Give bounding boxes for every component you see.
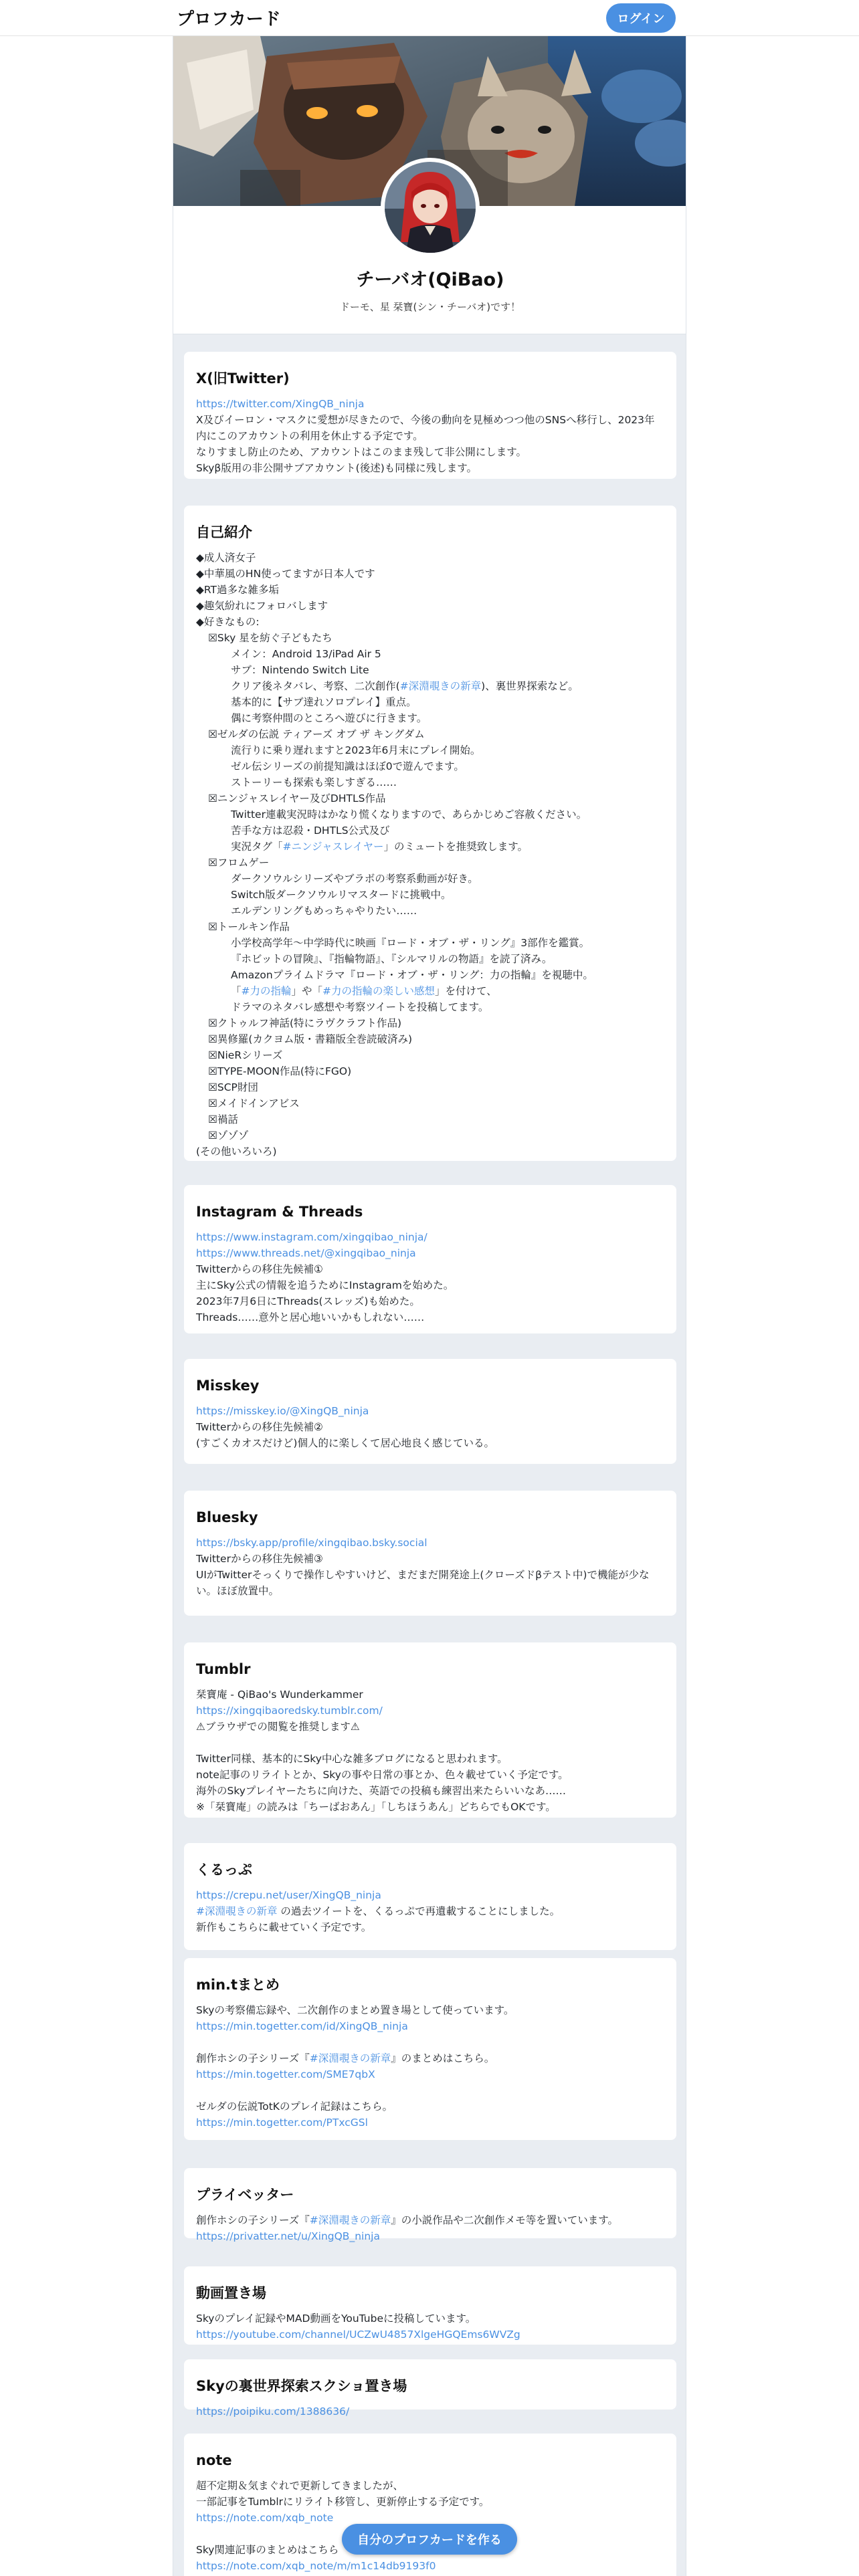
section-line: 超不定期＆気まぐれで更新してきましたが、	[196, 2480, 404, 2492]
external-link[interactable]: https://poipiku.com/1388636/	[196, 2405, 350, 2418]
external-link[interactable]: https://xingqibaoredsky.tumblr.com/	[196, 1705, 383, 1717]
brand-title[interactable]: プロフカード	[177, 9, 281, 29]
line-text: クリア後ネタバレ、考察、二次創作(	[231, 680, 400, 692]
section-title: X(旧Twitter)	[196, 370, 290, 387]
section-line: ☒SCP財団	[208, 1081, 258, 1093]
section-title: Tumblr	[196, 1661, 251, 1677]
section-line: ☒メイドインアビス	[208, 1097, 300, 1109]
section-card-8	[184, 2168, 676, 2242]
section-card-instagram-threads	[184, 1185, 676, 1333]
section-title: Misskey	[196, 1378, 260, 1394]
external-link[interactable]: https://privatter.net/u/XingQB_ninja	[196, 2230, 380, 2242]
section-line: ☒Sky 星を紡ぐ子どもたち	[208, 632, 332, 644]
external-link[interactable]: https://www.threads.net/@xingqibao_ninja	[196, 1247, 416, 1259]
external-link[interactable]: https://note.com/xqb_note	[196, 2512, 334, 2524]
section-line: ドラマのネタバレ感想や考察ツイートを投稿してます。	[231, 1001, 489, 1013]
section-line: UIがTwitterそっくりで操作しやすいけど、まだまだ開発途上(クローズドβテスト中)で機能が少な	[196, 1569, 650, 1581]
section-title: 自己紹介	[196, 524, 252, 540]
blank-line	[196, 2034, 664, 2050]
section-line: ☒NieRシリーズ	[208, 1049, 283, 1061]
section-line: Skyの考察備忘録や、二次創作のまとめ置き場として使っています。	[196, 2004, 514, 2016]
top-bar	[0, 0, 859, 36]
profile-bio: ドーモ、星 栞寶(シン・チーバオ)です！	[339, 301, 521, 313]
hashtag-link[interactable]: #ニンジャスレイヤー	[282, 841, 384, 853]
section-line: エルデンリングもめっちゃやりたい……	[231, 905, 417, 917]
section-card-misskey	[184, 1359, 676, 1464]
external-link[interactable]: https://bsky.app/profile/xingqibao.bsky.social	[196, 1537, 427, 1549]
line-text: 創作ホシの子シリーズ『	[196, 2052, 310, 2064]
hashtag-link[interactable]: #力の指輪	[241, 985, 292, 997]
section-title: Bluesky	[196, 1509, 258, 1525]
profile-name: チーバオ(QiBao)	[356, 270, 504, 290]
section-line: ☒フロムゲー	[208, 857, 270, 869]
section-line: X及びイーロン・マスクに愛想が尽きたので、今後の動向を見極めつつ他のSNSへ移行し、2023年	[196, 414, 655, 426]
section-line: なりすまし防止のため、アカウントはこのまま残して非公開にします。	[196, 446, 527, 458]
section-line: note記事のリライトとか、Skyの事や日常の事とか、色々載せていく予定です。	[196, 1769, 569, 1781]
section-card-1	[184, 506, 676, 1161]
line-text: 「	[231, 985, 242, 997]
section-line: 主にSky公式の情報を追うためにInstagramを始めた。	[196, 1279, 454, 1291]
section-line: Switch版ダークソウルリマスタードに挑戦中。	[231, 889, 452, 901]
section-card-bluesky	[184, 1491, 676, 1616]
line-text: 創作ホシの子シリーズ『	[196, 2214, 310, 2226]
section-line: 苦手な方は忍殺・DHTLS公式及び	[231, 825, 390, 837]
section-line: 基本的に【サブ達れソロプレイ】重点。	[231, 696, 417, 708]
section-line: Twitterからの移住先候補①	[196, 1263, 323, 1275]
section-line: Threads……意外と居心地いいかもしれない……	[196, 1311, 425, 1323]
section-title: min.tまとめ	[196, 1977, 280, 1993]
section-line: ゼル伝シリーズの前提知識はほぼ0で遊んでます。	[231, 760, 464, 772]
login-button[interactable]: ログイン	[606, 3, 676, 33]
section-card-9	[184, 2266, 676, 2345]
external-link[interactable]: https://min.togetter.com/PTxcGSl	[196, 2117, 368, 2129]
section-line: 『ホビットの冒険』、『指輪物語』、『シルマリルの物語』を読了済み。	[231, 953, 553, 965]
external-link[interactable]: https://min.togetter.com/id/XingQB_ninja	[196, 2020, 408, 2032]
blank-line	[196, 2082, 664, 2099]
section-line: 2023年7月6日にThreads(スレッズ)も始めた。	[196, 1295, 420, 1307]
section-line: Twitter同様、基本的にSky中心な雑多ブログになると思われます。	[196, 1753, 508, 1765]
avatar-frame	[381, 158, 480, 257]
line-text: 」を付けて、	[435, 985, 497, 997]
section-title: note	[196, 2452, 232, 2468]
hashtag-link[interactable]: #力の指輪の楽しい感想	[322, 985, 436, 997]
external-link[interactable]: https://youtube.com/channel/UCZwU4857XlgeHGQEms6WVZg	[196, 2329, 520, 2341]
section-line: ◆中華風のHN使ってますが日本人です	[196, 568, 375, 580]
section-line	[196, 983, 664, 999]
section-line: ☒禍話	[208, 1113, 238, 1125]
section-line	[196, 839, 664, 855]
hashtag-link[interactable]: #深淵覗きの新章	[399, 680, 482, 692]
section-line: 一部記事をTumblrにリライト移管し、更新停止する予定です。	[196, 2496, 490, 2508]
section-line: 栞寶庵 - QiBao's Wunderkammer	[196, 1689, 363, 1701]
section-line: メイン：Android 13/iPad Air 5	[231, 648, 381, 660]
section-line: Amazonプライムドラマ『ロード・オブ・ザ・リング：力の指輪』を視聴中。	[231, 969, 593, 981]
section-line: ☒ゾゾゾ	[208, 1130, 249, 1142]
line-text: 』のまとめはこちら。	[391, 2052, 495, 2064]
section-line: 流行りに乗り遅れますと2023年6月末にプレイ開始。	[231, 744, 481, 756]
section-card-min-t	[184, 1958, 676, 2140]
section-card-sky	[184, 2359, 676, 2418]
section-line: ストーリーも探索も楽しすぎる……	[231, 776, 397, 788]
section-line: ☒クトゥルフ神話(特にラヴクラフト作品)	[208, 1017, 402, 1029]
external-link[interactable]: https://misskey.io/@XingQB_ninja	[196, 1405, 369, 1417]
section-line: Twitter連載実況時はかなり慌くなりますので、あらかじめご容赦ください。	[231, 809, 587, 821]
external-link[interactable]: https://twitter.com/XingQB_ninja	[196, 398, 365, 410]
section-line: ⚠ブラウザでの閲覧を推奨します⚠	[196, 1721, 360, 1733]
section-line: Skyのプレイ記録やMAD動画をYouTubeに投稿しています。	[196, 2313, 476, 2325]
section-line: ゼルダの伝説TotKのプレイ記録はこちら。	[196, 2101, 393, 2113]
hashtag-link[interactable]: #深淵覗きの新章	[309, 2214, 391, 2226]
section-line	[196, 2050, 664, 2066]
section-line: ☒ゼルダの伝説 ティアーズ オブ ザ キングダム	[208, 728, 425, 740]
section-card-note	[184, 2434, 676, 2576]
section-title: Skyの裏世界探索スクショ置き場	[196, 2378, 407, 2394]
external-link[interactable]: https://note.com/xqb_note/m/m1c14db9193f0	[196, 2560, 436, 2572]
section-line: Twitterからの移住先候補③	[196, 1553, 323, 1565]
create-profile-card-button[interactable]: 自分のプロフカードを作る	[342, 2524, 517, 2555]
section-card-x-twitter	[184, 352, 676, 479]
section-line: ◆成人済女子	[196, 552, 256, 564]
section-line: サブ：Nintendo Switch Lite	[231, 664, 369, 676]
section-line: い。ほぼ放置中。	[196, 1585, 280, 1597]
section-card-6	[184, 1843, 676, 1950]
section-line: (すごくカオスだけど)個人的に楽しくて居心地良く感じている。	[196, 1437, 494, 1449]
section-line: 小学校高学年〜中学時代に映画『ロード・オブ・ザ・リング』3部作を鑑賞。	[231, 937, 590, 949]
section-title: くるっぷ	[196, 1862, 252, 1878]
section-line: 偶に考察仲間のところへ遊びに行きます。	[231, 712, 427, 724]
section-line	[196, 678, 664, 694]
section-line	[196, 2212, 664, 2228]
section-line: ☒TYPE-MOON作品(特にFGO)	[208, 1065, 352, 1077]
blank-line	[196, 1735, 664, 1751]
hashtag-link[interactable]: #深淵覗きの新章	[196, 1905, 278, 1917]
avatar	[385, 162, 476, 253]
section-line: ダークソウルシリーズやブラボの考察系動画が好き。	[231, 873, 478, 885]
line-text: 』の小説作品や二次創作メモ等を置いています。	[391, 2214, 618, 2226]
section-line: ☒異修羅(カクヨム版・書籍版全巻読破済み)	[208, 1033, 412, 1045]
line-text: 」や「	[291, 985, 323, 997]
section-line: (その他いろいろ)	[196, 1146, 277, 1158]
section-line: 海外のSkyプレイヤーたちに向けた、英語での投稿も練習出来たらいいなあ……	[196, 1785, 567, 1797]
profile-header	[173, 36, 686, 334]
section-line: ☒トールキン作品	[208, 921, 290, 933]
section-line: ◆RT過多な雑多垢	[196, 584, 280, 596]
section-line: 内にこのアカウントの利用を休止する予定です。	[196, 430, 423, 442]
section-line: ※「栞寶庵」の読みは「ちーばおあん」「しちほうあん」どちらでもOKです。	[196, 1801, 556, 1813]
external-link[interactable]: https://min.togetter.com/SME7qbX	[196, 2068, 375, 2080]
section-line: ◆趣気紛れにフォロバします	[196, 600, 328, 612]
section-line: ☒ニンジャスレイヤー及びDHTLS作品	[208, 792, 386, 804]
hashtag-link[interactable]: #深淵覗きの新章	[309, 2052, 391, 2064]
section-line: Sky関連記事のまとめはこちら	[196, 2544, 339, 2556]
profile-column	[173, 36, 686, 2576]
section-card-tumblr	[184, 1642, 676, 1818]
line-text: の過去ツイートを、くるっぷで再遺載することにしました。	[277, 1905, 561, 1917]
section-line: 新作もこちらに載せていく予定です。	[196, 1921, 372, 1933]
section-line: Twitterからの移住先候補②	[196, 1421, 323, 1433]
section-line	[196, 1903, 664, 1919]
external-link[interactable]: https://crepu.net/user/XingQB_ninja	[196, 1889, 381, 1901]
section-title: 動画置き場	[196, 2285, 266, 2301]
section-line: ◆好きなもの:	[196, 616, 260, 628]
line-text: 実況タグ「	[231, 841, 283, 853]
line-text: )、裏世界探索など。	[481, 680, 579, 692]
section-line: Skyβ版用の非公開サブアカウント(後述)も同様に残します。	[196, 462, 478, 474]
line-text: 」のミュートを推奨致します。	[383, 841, 528, 853]
external-link[interactable]: https://www.instagram.com/xingqibao_ninja/	[196, 1231, 427, 1243]
section-title: Instagram & Threads	[196, 1204, 363, 1220]
section-title: プライベッター	[196, 2187, 294, 2203]
